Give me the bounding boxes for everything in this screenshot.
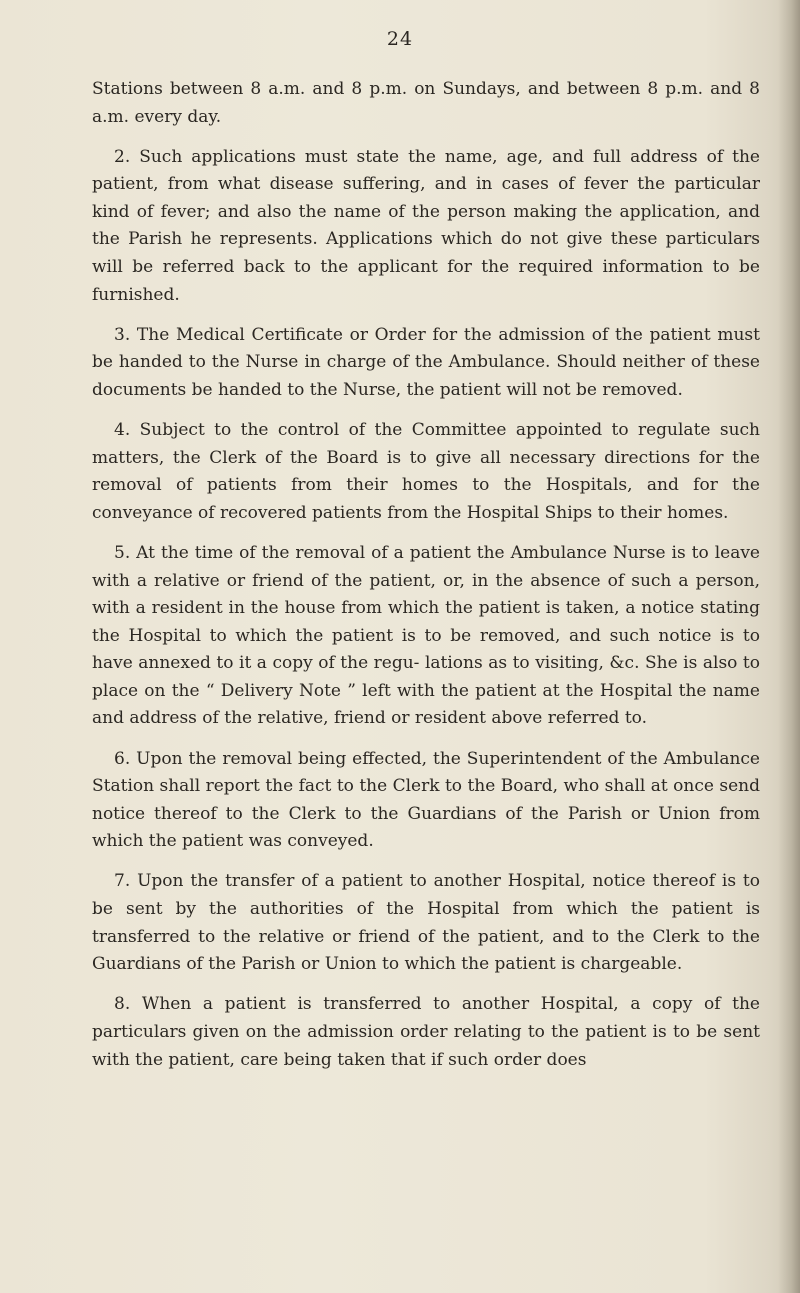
paragraph-8: 8. When a patient is transferred to another Hospital, a copy of the particulars given on the admission order relating to the patient is to be sent with the patient, care being taken that if such order does: [92, 994, 760, 1070]
paragraph-7: 7. Upon the transfer of a patient to another Hospital, notice thereof is to be sent by the authorities of the Hospital from which the patient is transferred to the relative or friend of the patient, and to the Clerk to the Guardians of the Parish or Union to which the patient is chargeable.: [92, 871, 760, 975]
paragraph-5: 5. At the time of the removal of a patient the Ambulance Nurse is to leave with a relative or friend of the patient, or, in the absence of such a person, with a resident in the house from which the patient is taken, a notice stating the Hospital to which the patient is to be removed, and such notice is to have annexed to it a copy of the regu- lations as to visiting, &c. She is also to place on the “ Delivery Note ” left with the patient at the Hospital the name and address of the relative, friend or resident above referred to.: [92, 542, 760, 729]
paragraph-6: 6. Upon the removal being effected, the Superintendent of the Ambulance Station shall report the fact to the Clerk to the Board, who shall at once send notice thereof to the Clerk to the Guardians of the Parish or Union from which the patient was conveyed.: [92, 748, 760, 852]
document-body: [92, 76, 760, 1087]
paragraph-4: 4. Subject to the control of the Committee appointed to regulate such matters, the Clerk of the Board is to give all necessary directions for the removal of patients from their homes to the Hospitals, and for the conveyance of recovered patients from the Hospital Ships to their homes.: [92, 420, 760, 523]
page-edge-shadow: [778, 0, 800, 1293]
paragraph-continued: Stations between 8 a.m. and 8 p.m. on Sundays, and between 8 p.m. and 8 a.m. every day.: [92, 79, 760, 127]
page-number: 24: [386, 28, 414, 50]
paragraph-3: 3. The Medical Certificate or Order for the admission of the patient must be handed to the Nurse in charge of the Ambulance. Should neither of these documents be handed to the Nurse, the patient will not be removed.: [92, 324, 760, 400]
paragraph-2: 2. Such applications must state the name, age, and full address of the patient, from what disease suffering, and in cases of fever the particular kind of fever; and also the name of the person making the application, and the Parish he represents. Applications which do not give these particulars will be referred back to the applicant for the required information to be furnished.: [92, 146, 760, 305]
